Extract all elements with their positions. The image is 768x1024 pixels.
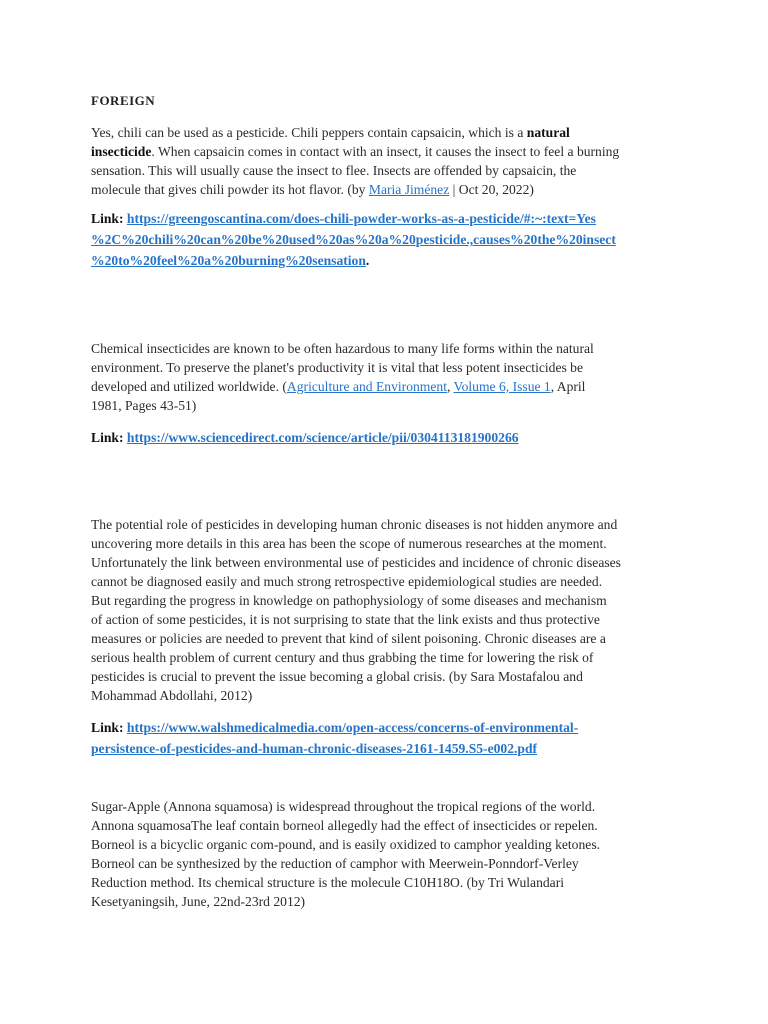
walshmedical-link[interactable]: https://www.walshmedicalmedia.com/open-access/concerns-of-environmental- [126,720,579,735]
paragraph-chronic-diseases [91,515,711,705]
paragraph-line: Annona squamosaThe leaf contain borneol allegedly had the effect of insecticides or repelen. [91,818,598,833]
link-block-chili [91,208,711,271]
paragraph-line [91,142,711,161]
walshmedical-link-cont[interactable]: persistence-of-pesticides-and-human-chronic-diseases-2161-1459.S5-e002.pdf [91,741,538,756]
paragraph-line: of action of some pesticides, it is not surprising to state that the link exists and thus protective [91,612,600,627]
paragraph-chili [91,123,711,199]
paragraph-line: Chemical insecticides are known to be often hazardous to many life forms within the natural [91,341,594,356]
paragraph-line: environment. To preserve the planet's productivity it is vital that less potent insecticides be [91,360,584,375]
link-line [91,229,711,250]
link-line [91,717,711,738]
text-run: molecule that gives chili powder its hot flavor. (by [91,182,369,197]
link-line [91,427,711,448]
link-line [91,250,711,271]
paragraph-line: Mohammad Abdollahi, 2012) [91,688,253,703]
link-label: Link: [91,211,124,226]
paragraph-line: Borneol is a bicyclic organic com-pound, and is easily oxidized to camphor yealding ketones. [91,837,601,852]
link-period: . [365,253,370,268]
paragraph-chemical-insecticides [91,339,711,415]
greengoscantina-link[interactable]: https://greengoscantina.com/does-chili-powder-works-as-a-pesticide/#:~:text=Yes [126,211,596,226]
paragraph-line: 1981, Pages 43-51) [91,398,197,413]
paragraph-line: serious health problem of current century and thus grabbing the time for lowering the risk of [91,650,594,665]
link-line [91,738,711,759]
paragraph-sugar-apple [91,797,711,911]
volume-link[interactable]: Volume 6, Issue 1 [453,379,551,394]
link-label: Link: [91,720,124,735]
text-run: , April [550,379,586,394]
bold-text: natural [526,125,570,140]
link-block-sciencedirect [91,427,711,448]
paragraph-line: Kesetyaningsih, June, 22nd-23rd 2012) [91,894,306,909]
paragraph-line: uncovering more details in this area has been the scope of numerous researches at the moment. [91,536,607,551]
paragraph-line: Borneol can be synthesized by the reduction of camphor with Meerwein-Ponndorf-Verley [91,856,579,871]
paragraph-line: Sugar-Apple (Annona squamosa) is widespread throughout the tropical regions of the world. [91,799,596,814]
link-block-walshmedical [91,717,711,759]
text-run: . When capsaicin comes in contact with an insect, it causes the insect to feel a burning [151,144,620,159]
paragraph-line: But regarding the progress in knowledge on pathophysiology of some diseases and mechanism [91,593,607,608]
text-run: Yes, chili can be used as a pesticide. Chili peppers contain capsaicin, which is a [91,125,527,140]
sciencedirect-link[interactable]: https://www.sciencedirect.com/science/article/pii/0304113181900266 [126,430,519,445]
paragraph-line: cannot be diagnosed easily and much strong retrospective epidemiological studies are needed. [91,574,603,589]
journal-link[interactable]: Agriculture and Environment [286,379,447,394]
greengoscantina-link-cont[interactable]: %2C%20chili%20can%20be%20used%20as%20a%20pesticide.,causes%20the%20insect [91,232,616,247]
link-line [91,208,711,229]
paragraph-line: Reduction method. Its chemical structure is the molecule C10H18O. (by Tri Wulandari [91,875,565,890]
paragraph-line: pesticides is crucial to prevent the issue becoming a global crisis. (by Sara Mostafalou and [91,669,583,684]
text-run: , [446,379,454,394]
link-label: Link: [91,430,124,445]
paragraph-line [91,377,711,396]
paragraph-line: measures or policies are needed to prevent that kind of silent poisoning. Chronic diseases are a [91,631,606,646]
paragraph-line [91,123,711,142]
paragraph-line [91,180,711,199]
paragraph-line: The potential role of pesticides in developing human chronic diseases is not hidden anymore and [91,517,618,532]
bold-text: insecticide [91,144,152,159]
text-run: developed and utilized worldwide. ( [91,379,287,394]
page-title: FOREIGN [91,93,156,108]
greengoscantina-link-end[interactable]: %20to%20feel%20a%20burning%20sensation [91,253,366,268]
text-run: | Oct 20, 2022) [449,182,534,197]
author-link[interactable]: Maria Jiménez [368,182,450,197]
paragraph-line: Unfortunately the link between environmental use of pesticides and incidence of chronic diseases [91,555,621,570]
paragraph-line: sensation. This will usually cause the insect to flee. Insects are offended by capsaicin, the [91,163,577,178]
